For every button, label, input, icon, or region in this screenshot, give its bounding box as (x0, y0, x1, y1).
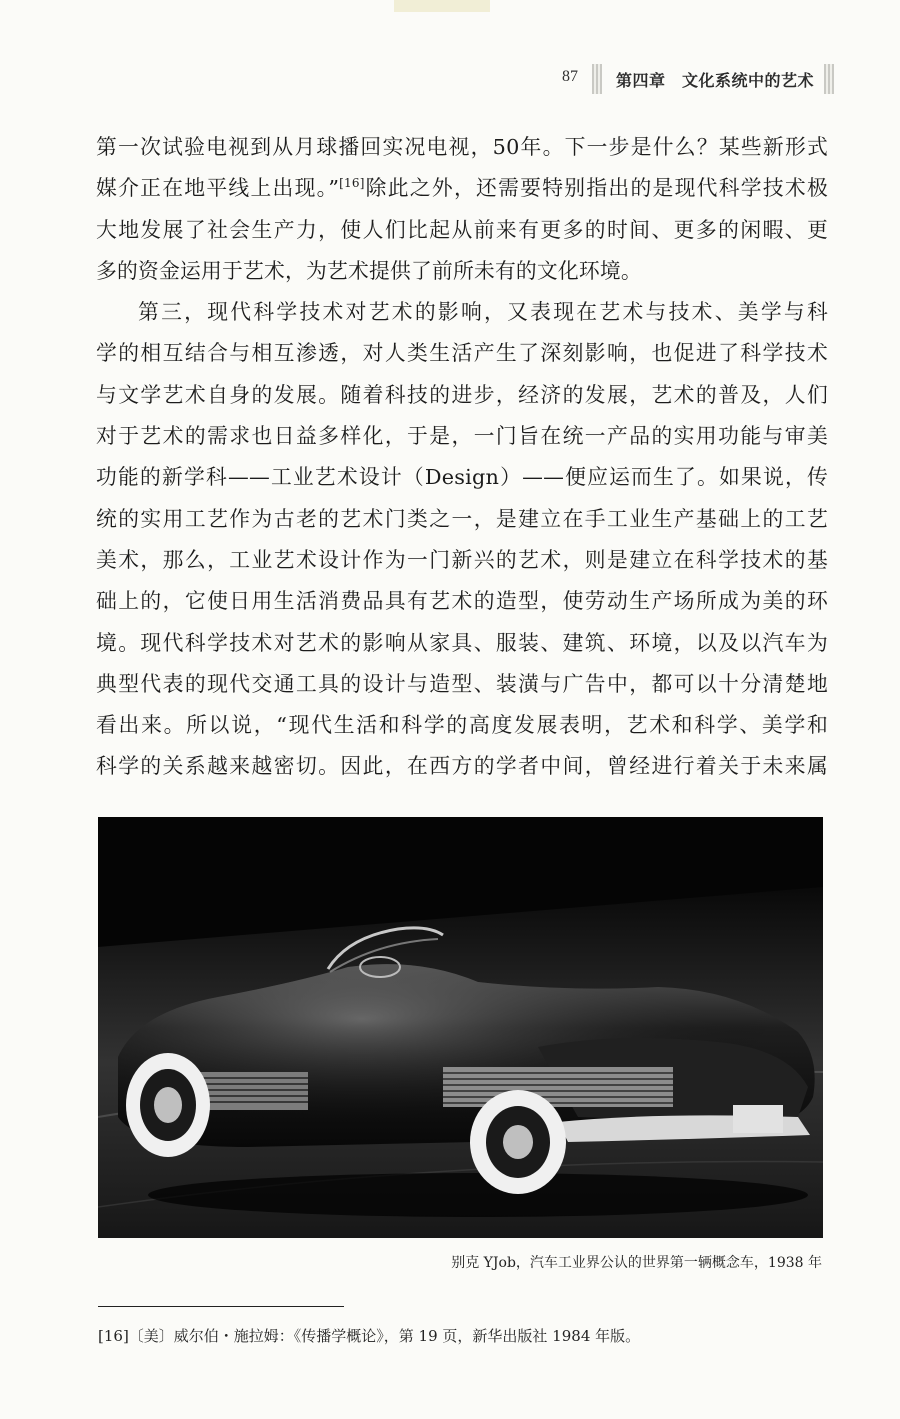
text-segment: 媒介正在地平线上出现。” (96, 176, 340, 201)
rear-grille (443, 1067, 673, 1107)
running-header (540, 64, 840, 94)
page-number: 87 (562, 68, 578, 85)
text-line: 础上的，它使日用生活消费品具有艺术的造型，使劳动生产场所成为美的环 (96, 589, 828, 614)
header-ornament-left (592, 64, 602, 94)
car-photo (98, 817, 823, 1238)
text-line: 功能的新学科——工业艺术设计（Design）——便应运而生了。如果说，传 (96, 465, 828, 490)
figure-caption: 别克 YJob，汽车工业界公认的世界第一辆概念车，1938 年 (451, 1255, 822, 1271)
footnote: [16]〔美〕威尔伯・施拉姆：《传播学概论》，第 19 页，新华出版社 1984 年版。 (98, 1327, 641, 1345)
car-illustration (98, 817, 823, 1238)
text-line: 看出来。所以说，“现代生活和科学的高度发展表明，艺术和科学、美学和 (96, 713, 828, 738)
footnote-divider (98, 1306, 344, 1307)
text-line: 境。现代科学技术对艺术的影响从家具、服装、建筑、环境，以及以汽车为 (96, 630, 828, 655)
text-line: 与文学艺术自身的发展。随着科技的进步，经济的发展，艺术的普及，人们 (96, 382, 828, 407)
text-line: 学的相互结合与相互渗透，对人类生活产生了深刻影响，也促进了科学技术 (96, 341, 828, 366)
body-text (96, 127, 828, 788)
text-line: 大地发展了社会生产力，使人们比起从前来有更多的时间、更多的闲暇、更 (96, 217, 828, 242)
text-line: 科学的关系越来越密切。因此，在西方的学者中间，曾经进行着关于未来属 (96, 754, 828, 779)
paragraph-start-line: 第三，现代科学技术对艺术的影响，又表现在艺术与技术、美学与科 (138, 300, 828, 325)
scan-edge-mark (394, 0, 490, 12)
text-line: 统的实用工艺作为古老的艺术门类之一，是建立在手工业生产基础上的工艺 (96, 506, 828, 531)
text-line: 美术，那么，工业艺术设计作为一门新兴的艺术，则是建立在科学技术的基 (96, 547, 828, 572)
text-line-with-reference (96, 168, 828, 209)
text-line: 第一次试验电视到从月球播回实况电视，50年。下一步是什么？某些新形式 (96, 135, 828, 159)
rear-wheel (470, 1090, 566, 1194)
text-line: 对于艺术的需求也日益多样化，于是，一门旨在统一产品的实用功能与审美 (96, 424, 828, 449)
header-ornament-right (824, 64, 834, 94)
footnote-reference[interactable]: [16] (339, 176, 365, 191)
chapter-title: 第四章 文化系统中的艺术 (616, 71, 815, 90)
front-wheel (126, 1053, 210, 1157)
text-segment: 除此之外，还需要特别指出的是现代科学技术极 (364, 176, 828, 201)
text-line: 多的资金运用于艺术，为艺术提供了前所未有的文化环境。 (96, 258, 642, 283)
text-line: 典型代表的现代交通工具的设计与造型、装潢与广告中，都可以十分清楚地 (96, 671, 828, 696)
